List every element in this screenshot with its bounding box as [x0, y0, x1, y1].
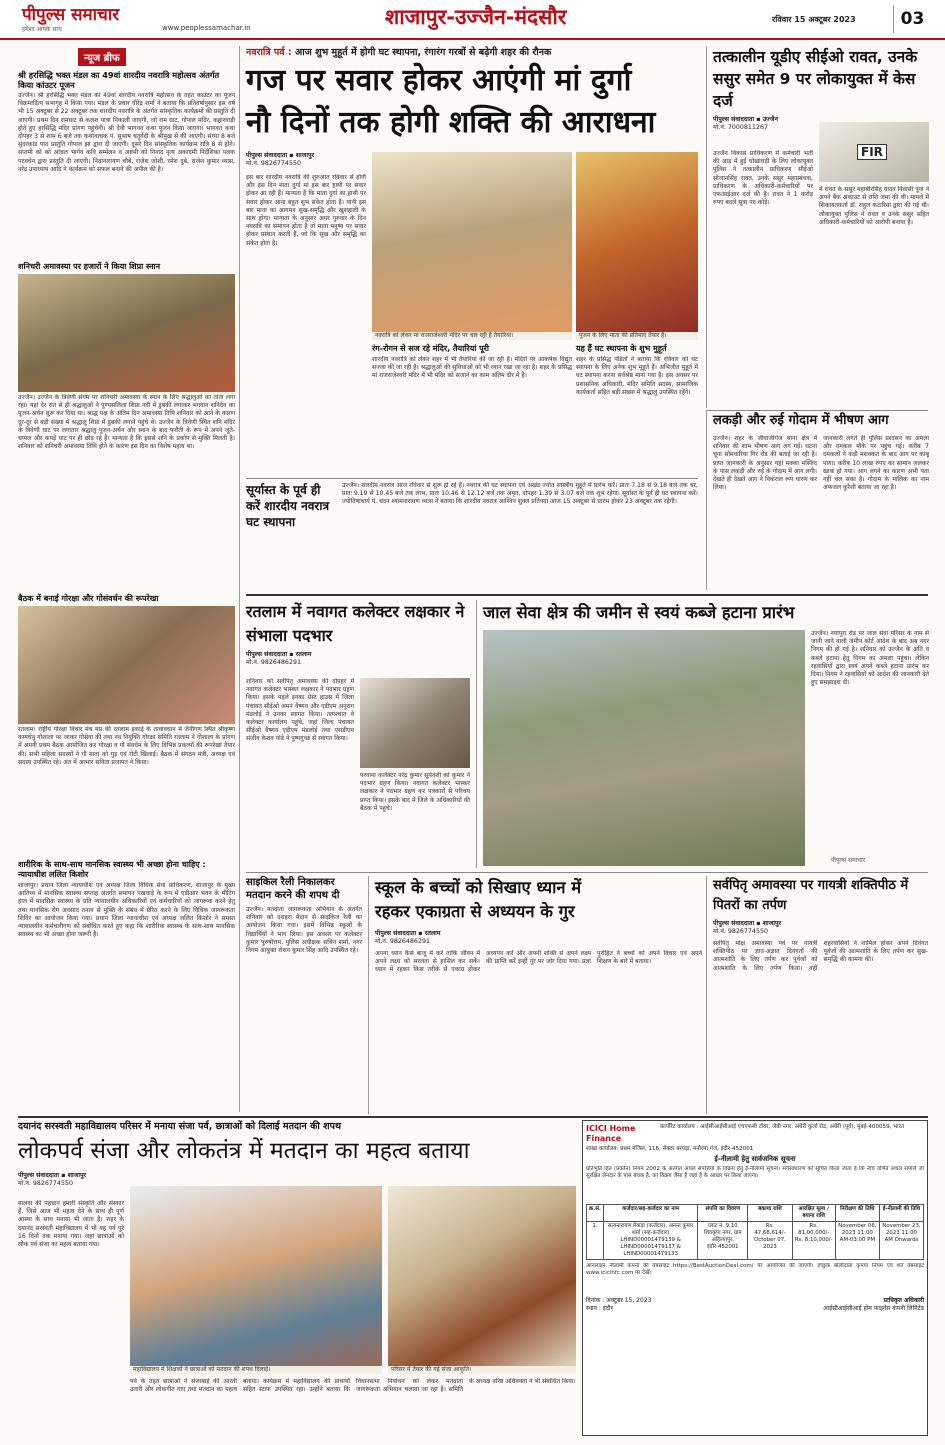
students-group-caption: महाविद्यालय में शिक्षकों ने छात्राओं को मतदान की शपथ दिलाई। [130, 1366, 382, 1374]
edition-title: शाजापुर-उज्जैन-मंदसौर [385, 5, 567, 29]
icici-col-header: निरीक्षण की तिथि [835, 1205, 879, 1222]
icici-signatory: प्राधिकृत अधिकारी [883, 1297, 924, 1304]
lead-sub2-headline: यह हैं घट स्थापना के शुभ मुहूर्त [576, 344, 667, 353]
website-url: www.peoplessamachar.in [162, 24, 251, 32]
aerial-land-photo [483, 630, 805, 866]
ratlam-byline: पीपुल्स संवाददाता ▪ रतलाम [246, 651, 312, 658]
school-byline-name: पीपुल्स संवाददाता [375, 930, 417, 937]
students-group-photo [130, 1186, 382, 1366]
lead-kicker-label: नवरात्रि पर्व : [246, 47, 292, 58]
section-divider-2 [246, 872, 928, 873]
icici-auction-notice [582, 1120, 928, 1436]
cycle-rally-story [246, 876, 362, 1114]
ratlam-headline: रतलाम में नवागत कलेक्टर लक्षकार ने संभाला पदभार [246, 602, 465, 645]
page-number: 03 [893, 5, 931, 33]
lead-byline-place: शाजापुर [295, 152, 315, 159]
brief-item1-text: उज्जैन। श्री हरसिद्धि भक्त मंडल का 49वां शारदीय नवरात्रि महोत्सव के तहत काउंटर का पूजन विक्रमादित्य सभागृह में किया गया। मंडल के प्रचार वीरेंद्र शर्मा ने बताया कि प्रतिवर्षानुसार इस वर्ष भी 15 अक्टूबर से 22 अक्टूबर तक शारदीय नवरात्रि के अंतर्गत सांस्कृतिक कार्यक्रमों की प्रस्तुति दी जाएगी। प्रथम दिन रामघाट से कलश यात्रा निकाली जाएगी, जो राम घाट, गोपाल मंदिर, कहारवाड़ी होते हुए हरसिद्धि मंदिर प्रांगण पहुंचेगी। श्री देवी भागवत कथा पूजन किया जाएगा। भागवत कथा दोपहर 3 से शाम 6 बजे तक कथावाचक पं. सुभाष चतुर्वेदी के श्रीमुख से की जाएगी। संध्या 8 बजे सुंदरकांड पाठ प्रस्तुति गोपाल झा द्वारा दी जाएगी। दूसरे दिन सांस्कृतिक कार्यक्रम रात्रि 8 से होंगे। सप्तमी को को आंचल भार्गव कवि सम्मेलन व अष्टमी को निनाद नृत्य अकादमी निर्देशिका पलक पटवर्धन द्वारा प्रस्तुति दी जाएगी। नितानारायण चौबे, राजेश जोशी, रमेश दुबे, राजेश कुमार व्यास, नरेंद्र उपाध्याय आदि ने कार्यक्रम को सफल बनाने की अपील की है। [18, 92, 235, 173]
lead-headline-line1: गज पर सवार होकर आएंगी मां दुर्गा [246, 63, 632, 98]
logo-tagline: हमेशा आपके साथ [22, 26, 62, 33]
sanja-kicker: दयानंद सरस्वती महाविद्यालय परिसर में मनाया संजा पर्व, छात्राओं को दिलाई मतदान की शपथ [18, 1121, 342, 1132]
icici-company: आईसीआईसीआई होम फाइनेंस कंपनी लिमिटेड [823, 1305, 924, 1312]
lokayukta-text1: उज्जैन विकास प्राधिकरण में कर्मचारी भर्ती की आड़ में हुई धोखाधड़ी के लिए लोकायुक्त पुलिस ने तत्कालीन प्राधिकरण सीईओ सोजानसिंह रावत, उनके ससुर महाप्रबंधक, प्राधिकरण के अधिकारी-कर्मचारियों पर एफआईआर दर्ज की है। रावत ने 1 करोड़ रुपए बदले सूत्रा पद कोड़े। [713, 150, 813, 207]
lokayukta-text2: में रावत के ससुर महाबीरसिंह यादव निवासी पूना ने अपने बैंक अकाउंट से राशि जमा की थी। मामले में शिकायतकर्ता डॉ. राहुल कटारिया द्वारा की गई थी। लोकायुक्त पुलिस ने रावत व उनके ससुर सहित अधिकारी-कर्मचारियों को आरोपी बनाया है। [819, 186, 929, 226]
icici-intro: प्रतिभूति हित (प्रवर्तन) नियम 2002 के अंतर्गत अचल संपत्तियों के विक्रय हेतु ई-नीलामी सूचना। सर्वसाधारण को सूचित किया जाता है कि नीचे वर्णित अचल संपत्ति जो सुरक्षित लेनदार के पास बंधक है, का विक्रय जैसा है जहां है के आधार पर किया जाएगा। [586, 1166, 924, 1179]
table-cell: Rs. 81,00,000/- Rs. 8,10,000/- [792, 1222, 835, 1260]
lead-byline-box [246, 152, 366, 172]
school-headline-line1: स्कूल के बच्चों को सिखाए ध्यान में [375, 878, 582, 897]
icici-title: ई-नीलामी हेतु सार्वजनिक सूचना [714, 1155, 796, 1163]
section-divider-1 [246, 594, 928, 596]
lokayukta-phone: मो.नं. 7000811267 [713, 124, 768, 131]
gayatri-byline-place: शाजापुर [762, 920, 782, 927]
lead-story [246, 46, 698, 592]
lokayukta-byline-place: उज्जैन [762, 116, 778, 123]
brief-item2-headline: शनिचरी अमावस्या पर हजारों ने किया शिप्रा स्नान [18, 262, 161, 271]
lead-headline-line2: नौ दिनों तक होगी शक्ति की आराधना [246, 105, 656, 140]
sanja-headline: लोकपर्व संजा और लोकतंत्र में मतदान का महत्व बताया [18, 1138, 470, 1164]
news-brief-label: न्यूज ब्रीफ [78, 48, 126, 66]
fire-text2: जानकारी लगते ही पुलिस प्रशासन का अमला और दमकल मौके पर पहुंच गई। करीब 7 दमकलों ने कड़ी मशक्कत के बाद आग पर काबू पाया। करीब 10 लाख रुपए का सामान जलकर खाक हो गया। आग लगने का कारण अभी पता नहीं चल सका है। गोदाम के मालिक का नाम अफजल कुरैशी बताया जा रहा है। [823, 435, 929, 492]
brief-item4-text: शाजापुर। प्रधान जिला न्यायाधीश एवं अध्यक्ष जिला विधिक सेवा प्राधिकरण, शाजापुर के मुख्य आतिथ्य में मानसिक स्वास्थ्य सप्ताह अंतर्गत समापन पखवाड़े के रूप में एडीआर भवन के मीटिंग हाल में मानसिक स्वास्थ्य के प्रति न्यायालयीन अधिकारियों एवं कर्मचारियों को जागरूक करने हेतु तथा मानसिक रोग अवसाद तनाव से मुक्ति के संबंध में प्रेरित करने के लिए विधिक जागरूकता शिविर का आयोजन किया गया। प्रधान जिला न्यायाधीश एवं अध्यक्ष ललित किशोर ने समस्त न्यायालयीन कर्मचारीगण को संबोधित करते हुए कहा कि शारीरिक स्वास्थ्य के साथ-साथ मानसिक स्वास्थ्य का भी अच्छा होना जरूरी है। [18, 882, 235, 939]
sanja-byline: पीपुल्स संवाददाता ▪ शाजापुर [18, 1172, 87, 1179]
durga-idol-photo [576, 152, 698, 332]
cycle-rally-headline: साइकिल रैली निकालकर मतदान करने की शपथ दी [246, 877, 340, 901]
school-headline-line2: रहकर एकाग्रता से अध्ययन के गुर [375, 902, 575, 921]
fire-story [706, 410, 928, 590]
lead-byline: पीपुल्स संवाददाता ▪ शाजापुर [246, 152, 315, 159]
table-cell: 1. [587, 1222, 604, 1260]
lokayukta-byline-name: पीपुल्स संवाददाता [713, 116, 755, 123]
ghat-sthapana-box [246, 482, 336, 590]
brief-item1-headline: श्री हरसिद्धि भक्त मंडल का 49वां शारदीय नवरात्रि महोत्सव अंतर्गत किया कांउटर पूजन [18, 70, 220, 90]
lead-sub1-text: शारदीय नवरात्रि को लेकर शहर में भी तैयारियां की जा रही हैं। मंदिरों पर आकर्षक विद्युत सज्जा की जा रही है। श्रद्धालुओं की सुविधाओं को भी ध्यान रखा जा रहा है। शहर के प्रसिद्ध मां राजराजेश्वरी मंदिर में भी मंदिर को सजाने का काम अंतिम दौर में है। [372, 356, 572, 380]
ratlam-text: शनिवार को सर्वपितृ अमावस्या की दोपहर में नवागत कलेक्टर भास्कर लक्षकार ने पदभार ग्रहण किया। इसके पहले इनका ग्रेस्ट हाउस में जिला पंचायत सीईओ अमन वैष्णव और एडीएम अनुराग मंडलोई ने उनका स्वागत किया। तत्पश्चात वे कलेक्टर कार्यालय पहुंचे, जहां जिला पंचायत सीईओ वैष्णव एडीएम मंडलोई तथा एसडीएम संजीव केशव पांडे ने पुष्पगुच्छ से स्वागत किया। [246, 678, 354, 743]
sanja-artwork-caption: परिसर में तैयार की गई संजा आकृति। [388, 1366, 576, 1374]
bottom-rule [18, 1116, 928, 1118]
jaal-seva-story [476, 600, 928, 868]
ratlam-story [246, 600, 470, 868]
icici-footer: ऑनलाइन नीलामी कंपनी की वेबसाइट https://BestAuctionDeal.com/ पर आयोजित की जाएगी। इच्छुक बोलीदाता कृपया नियम एवं शर्तें वेबसाइट www.icicihfc.com पर देखें। [586, 1263, 924, 1276]
gayatri-headline: सर्वपितृ अमावस्या पर गायत्री शक्तिपीठ में पितरों का तर्पण [713, 878, 909, 913]
lokayukta-story [706, 46, 928, 408]
icici-date: दिनांक : अक्टूबर 15, 2023 [586, 1297, 652, 1304]
collector-photo [360, 678, 470, 768]
fire-headline: लकड़ी और रुई गोदाम में भीषण आग [713, 413, 889, 428]
icici-property-table [586, 1204, 924, 1260]
icici-branch: शाखा कार्यालय: प्रथम मंजिल, 116, सेक्टर बरपड़ा, मनोरमा गंज, इंदौर-452001 [586, 1146, 754, 1152]
masthead [0, 0, 945, 40]
brief-item3-headline: बैठक में बनाई गोरक्षा और गोसंवर्धन की रूपरेखा [18, 594, 159, 603]
logo [22, 4, 157, 34]
school-byline: पीपुल्स संवाददाता ▪ रतलाम [375, 930, 441, 937]
lead-divider [246, 478, 698, 479]
school-byline-place: रतलाम [424, 930, 441, 937]
shipra-bath-photo [18, 274, 235, 392]
icici-col-header: ई-नीलामी की तिथि [879, 1205, 923, 1222]
fire-text1: उज्जैन। शहर के जीवाजीगंज थाना क्षेत्र में शनिवार की शाम भीषण आग लग गई। घटना चूना सोमवारिया गिर रोड की बताई जा रही है। प्राप्त जानकारी के अनुसार यहां मक्का मस्जिद के पास लकड़ी और रुई के गोदाम में आग लगी। देखते ही देखते आग ने विकराल रूप धारण कर लिया। [713, 435, 817, 492]
jaal-seva-headline: जाल सेवा क्षेत्र की जमीन से स्वयं कब्जे हटाना प्रारंभ [483, 603, 795, 622]
ghat-sthapana-text: उज्जैन। शारदीय नवरात्र आज रविवार से शुरू हो रहे हैं। नवरात्र की घट स्थापना एवं अखंड ज्योत शास्त्रीय मुहूर्त में प्रारंभ करें। प्रातः 7.18 से 9.18 बजे तक चर, प्रातः 9.19 से 10.45 बजे तक लाभ, प्रातः 10.46 से 12.12 बजे तक अमृत, दोपहर 1.39 से 3.07 बजे तक शुभ रहेगा। सूर्यास्त के पूर्व ही घट स्थापना करें। ज्योतिषाचार्य पं. चंदन श्यामनारायण व्यास ने बताया कि शारदीय नवरात्र आश्विन शुक्ल प्रतिपदा आज 15 अक्टूबर से प्रारंभ होकर 23 अक्टूबर तक रहेगी। [342, 482, 698, 506]
school-text: अपना ध्यान कैसे बाजू में करें ताकि जीवन में अपने लक्ष्य को सरलता से हासिल कर सकें। ध्यान में रहकर किस तरीके से एकाग्र होकर अध्ययन करें और अपनी शक्ति से अपने लक्ष्य की प्राप्ति करें इन्हीं गुर पर जोर दिया गया। प्रज्ञा पुरोहित ने बच्चों को अपने विचार एवं अपने शिक्षण के बारे में बताया। [375, 950, 702, 974]
table-cell: Rs. 47,68,614/- October 07, 2023 [748, 1222, 792, 1260]
gayatri-story [706, 876, 928, 1114]
table-cell: November 23, 2023 11:00 AM Onwards [879, 1222, 923, 1260]
temple-prep-photo [372, 152, 572, 332]
sanja-text1: मालवा की पहचान हमारी संस्कृति और संस्कार हैं, जिसे आज भी महत्व देने के साथ ही पूर्ण आस्था के साथ मनाया भी जाता है। शहर के दयानंद सरस्वती महाविद्यालय में भी यह पर्व पूरे 16 दिनों तक मनाया गया। जहां छात्राओं को लोक पर्व संजा का महत्व बताया गया। [18, 1200, 124, 1249]
table-cell: November 06, 2023 11:00 AM-03:00 PM [835, 1222, 879, 1260]
lead-kicker [246, 46, 698, 60]
table-cell: प्लाट नं. 9,10 शिवकृपा नगर, ग्राम अहिल्यापुर, इंदौर-452001 [698, 1222, 748, 1260]
lokayukta-headline: तत्कालीन यूडीए सीईओ रावत, उनके ससुर समेत 9 पर लोकायुक्त में केस दर्ज [713, 48, 918, 110]
lead-byline-phone: मो.नं. 9826774550 [246, 160, 301, 167]
fir-illustration [819, 122, 929, 182]
icici-col-header: कर्जदार/सह-कर्जदार का नाम [603, 1205, 697, 1222]
ratlam-phone: मो.नं. 9826486291 [246, 659, 301, 666]
icici-table-header [587, 1205, 924, 1222]
icici-col-header: बकाया राशि [748, 1205, 792, 1222]
sanja-artwork-photo [388, 1186, 576, 1366]
sanja-byline-place: शाजापुर [67, 1172, 87, 1179]
fir-label: FIR [857, 144, 887, 160]
ratlam-byline-place: रतलाम [295, 651, 312, 658]
logo-text: पीपुल्स समाचार [22, 5, 120, 25]
lead-sub1-headline: रंग-रोगन से सज रहे मंदिर, तैयारियां पूरी [372, 344, 489, 353]
icici-col-header: संपत्ति का विवरण [698, 1205, 748, 1222]
gayatri-text: सर्वपितृ मोक्ष अमावस्या पर्व पर गायत्री शक्तिपीठ पर ज्ञात-अज्ञात दिवंगतों की आत्मशांति के लिए तर्पण कर पूर्वजों को आत्मशांति के लिए तर्पण किया। वहीं शहरवासियों ने शामिल होकर अपने दिवंगत पूर्वजों की आत्मशांति के लिए तर्पण कर सुख-समृद्धि की कामना की। [713, 940, 928, 972]
cow-shelter-photo [18, 606, 235, 724]
jaal-seva-text: उज्जैन। नयापुरा रोड पर जाल सेवा परिसर के नाम से जानी जाने वाली जमीन कोर्ट आदेश के बाद अब नगर निगम की हो गई है। शनिवार को उज्जैन के अति व कब्जे हटाना हेतु निगम का अमला पहुंचा। लेकिन रहवासियों द्वारा स्वयं अपने कब्जे हटाना प्रारंभ कर दिया। निगम ने रहवासियों को आदेश की जानकारी देते हुए समझाइश दी। [811, 630, 929, 687]
lead-sub2-text: शहर के प्रसिद्ध पंडितों ने बताया कि रविवार को घट स्थापना के लिए अनेक शुभ मुहूर्त हैं। अभिजीत मुहूर्त में घट स्थापना करना सर्वश्रेष्ठ माना गया है। इस अवसर पर प्रशासनिक अधिकारी, मंदिर समिति सदस्य, सामाजिक कार्यकर्ता सहित बड़ी संख्या में श्रद्धालु उपस्थित रहेंगे। [576, 356, 698, 396]
table-cell: सत्यनारायण मेवाड़ा (कर्जदार), अनन्त कुमार शर्मा (सह-कर्जदार) LHIND00001479139 & LHIND00001479137 & LHIND00001479133 [603, 1222, 697, 1260]
issue-date: रविवार 15 अक्टूबर 2023 [772, 15, 856, 24]
lead-col1-text: इस बार शारदीय नवरात्रि की शुरुआत रविवार से होगी और इस दिन माता दुर्गा मां इस बार हाथी पर सवार होकर आ रही हैं। मान्यता है कि माता दुर्गा का हाथी पर सवार होकर आना बहुत शुभ संकेत होता है। यानी इस बार माता का आगमन सुख-समृद्धि और खुशहाली के साथ होगा। मान्यता के अनुसार अगर गुरुवार के दिन नवरात्रि का समापन होता है तो माता मनुष्य पर सवार होकर प्रस्थान करती हैं, जो कि सुख और समृद्धि का संकेत होता है। [246, 174, 366, 247]
brief-item2-text: उज्जैन। उज्जैन के त्रिवेणी संगम पर शनिचरी अमावस्या के स्नान के लिए श्रद्धालुओं का तांता लगा रहा। यहां देर रात से ही श्रद्धालुओं ने पुण्यसलिला शिप्रा नदी में डुबकी लगाकर भगवान शनिदेव का पूजन-अर्चन शुरू कर दिया था। श्राद्ध पक्ष के अंतिम दिन अमावस्या तिथि शनिवार को आने के कारण दूर-दूर से बड़ी संख्या में श्रद्धालु शिप्रा में डुबकी लगाने पहुंचे थे। उज्जैन के त्रिवेणी स्थित शनि मंदिर के त्रिवेणी घाट पर लगातार श्रद्धालु पूजन-अर्चन और स्नान के बाद पनौती के रूप में अपने जूते-चप्पल और कपड़े घाट पर ही छोड़ रहे हैं। मान्यता है कि इससे शनि के प्रकोप से मुक्ति मिलती है। शनिवार को शनिचरी अमावस्या तिथि होने के कारण इस दिन का विशेष महत्व था। [18, 394, 235, 451]
brief-item4-headline: शारीरिक के साथ-साथ मानसिक स्वास्थ्य भी अच्छा होना चाहिए : न्यायाधीश ललित किशोर [18, 860, 206, 879]
table-row [587, 1222, 924, 1260]
sanja-text2: पर्व के तहत छात्राओं ने संजाबाई की आरती उतारी और लोकगीत गाए तथा मतदान का महत्व बताया। कार्यक्रम में महाविद्यालय की प्राचार्या सहित स्टाफ उपस्थित रहा। उन्होंने बताया कि विधानसभा निर्वाचन को लेकर मतदाता जागरूकता अभियान चलाया जा रहा है। समिति के अध्यक्ष वरिष्ठ अधिवक्ता ने भी संबोधित किया। [130, 1378, 576, 1394]
icici-place: स्थान : इंदौर [586, 1305, 613, 1312]
lead-byline-name: पीपुल्स संवाददाता [246, 152, 288, 159]
gayatri-phone: मो.नं. 9826774550 [713, 928, 768, 935]
school-story [368, 876, 702, 1114]
icici-col-header: क्र.सं. [587, 1205, 604, 1222]
news-brief-column [18, 46, 240, 1112]
sanja-story [18, 1120, 576, 1436]
sanja-byline-name: पीपुल्स संवाददाता [18, 1172, 60, 1179]
brief-item3-text: रतलाम। राष्ट्रीय गोरक्षा विचार मंच मप्र की रतलाम इकाई के तत्वावधान में जैनीगण स्थित श्रीकृष्ण कामधेनु गोशाला पर जाकर गोसेवा की तथा नव नियुक्ति गोरक्षा समिति रतलाम ने गोशाला के प्रांगण में अपनी प्रथम बैठक आयोजित कर गोरक्षा व गो संवर्धन के लिए विभिन्न प्रकल्पों की रूपरेखा तैयार की। सभी महिला सदस्यों ने गौ माता को गुड़ एवं रोटी खिलाई। बैठक में संगठन मंत्री, अध्यक्ष एवं सदस्य उपस्थित रहे। अंत में आभार सविता प्रजापत ने किया। [18, 726, 235, 766]
lead-kicker-text: आज शुभ मुहूर्त में होगी घट स्थापना, रंगारंग गरबों से बढ़ेगी शहर की रौनक [295, 47, 552, 58]
gayatri-byline-name: पीपुल्स संवाददाता [713, 920, 755, 927]
icici-logo [586, 1124, 656, 1144]
icici-head-text: कार्पोरेट कार्यालय : आईसीआईसीआई एचएफसी टॉवर, जेबी नगर, अंधेरी कुर्ला रोड, अंधेरी (पूर्व), मुंबई-400059, भारत [660, 1124, 905, 1130]
durga-idol-caption: पूजन के लिए माता की प्रतिमाएं तैयार हैं। [576, 332, 698, 340]
cycle-rally-text: उज्जैन। मतदाता जागरूकता अभियान के अंतर्गत शनिवार को दशहरा मैदान से साइकिल रैली का आयोजन किया गया। इसमें विभिन्न स्कूलों के विद्यार्थियों ने भाग लिया। इस अवसर पर कलेक्टर कुमार पुरुषोत्तम, पुलिस अधीक्षक सचिन शर्मा, नगर निगम आयुक्त रोशन कुमार सिंह आदि उपस्थित रहे। [246, 906, 362, 955]
school-phone: मो.नं. 9826486291 [375, 938, 430, 945]
sanja-phone: मो.नं. 9826774550 [18, 1180, 73, 1187]
ratlam-photo-text: परवाना कलेक्टर नरेंद्र कुमार सूर्यवंशी को कुमार ने पदभार ग्रहण किया। नवागत कलेक्टर भास्कर लक्षकार ने पदभार ग्रहण कर पत्रकारों से परिचय प्राप्त किया। इसके बाद में जिले के अधिकारियों की बैठक में पहुंचे। [360, 772, 470, 812]
ghat-sthapana-headline: सूर्यास्त के पूर्व ही करें शारदीय नवरात्र घट स्थापना [246, 483, 330, 529]
temple-prep-caption: नवरात्रि को लेकर मां राजराजेश्वरी मंदिर पर चल रही है तैयारियां। [372, 332, 572, 340]
ratlam-byline-name: पीपुल्स संवाददाता [246, 651, 288, 658]
icici-brand: ICICI Home Finance [586, 1124, 636, 1143]
icici-col-header: आरक्षित मूल्य / बयाना राशि [792, 1205, 835, 1222]
gayatri-byline: पीपुल्स संवाददाता ▪ शाजापुर [713, 920, 782, 927]
jaal-seva-photo-credit: पीपुल्स समाचार [831, 857, 866, 864]
lokayukta-byline: पीपुल्स संवाददाता ▪ उज्जैन [713, 116, 778, 123]
